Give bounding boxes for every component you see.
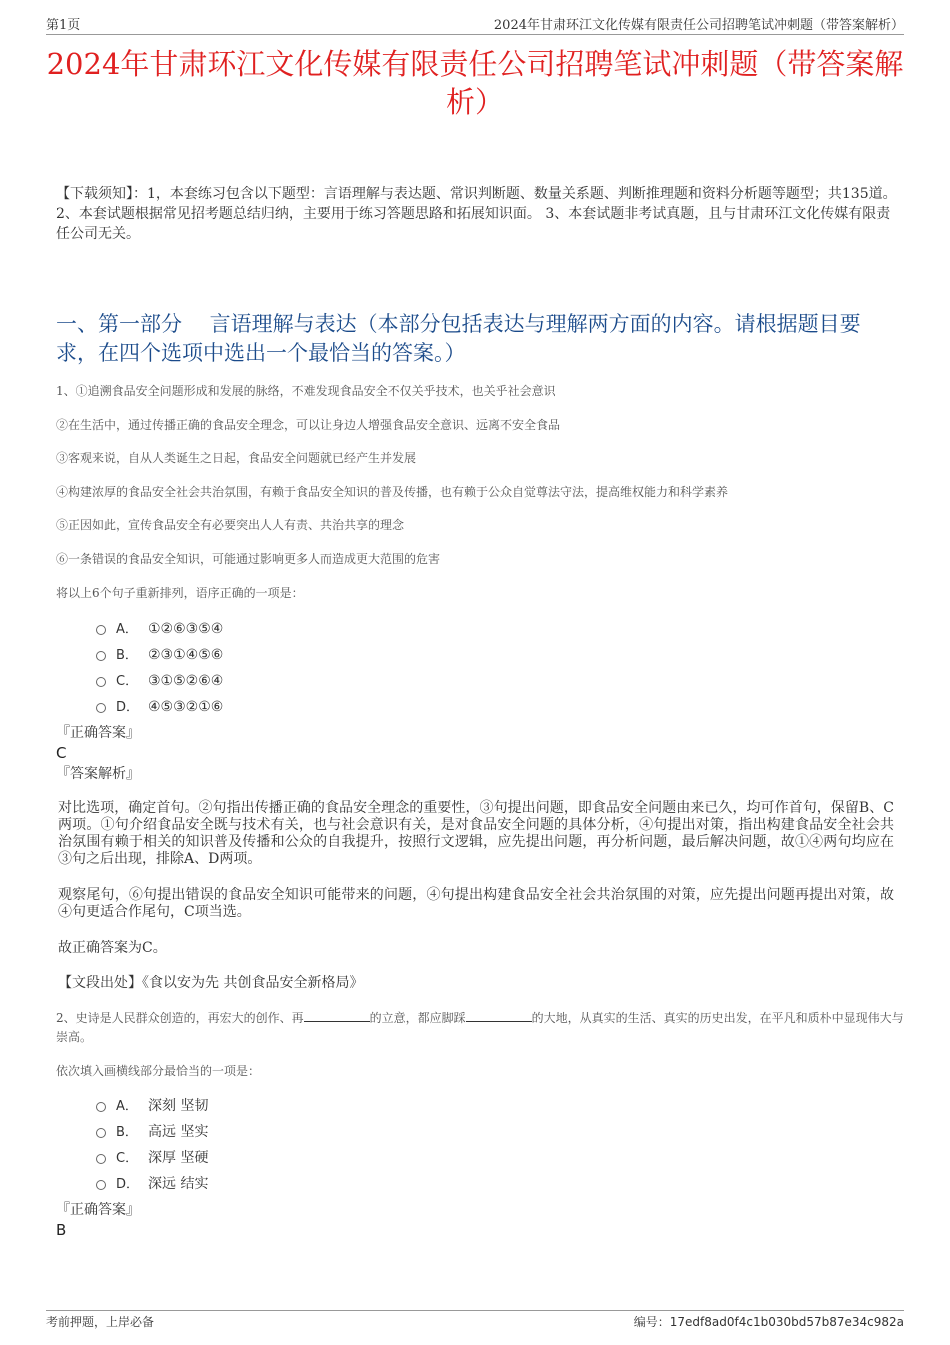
download-notice: 【下载须知】：1，本套练习包含以下题型：言语理解与表达题、常识判断题、数量关系题、判断推理题和资料分析题等题型；共135道。 2、本套试题根据常见招考题总结归纳，主要用于练习答题思路和拓展知识面。 3、本套试题非考试真题，且与甘肃环江文化传媒有限责任公司无关。: [56, 186, 897, 242]
q2-stem: 2、史诗是人民群众创造的，再宏大的创作、再 的立意，都应脚踩 的大地，从真实的生活、真实的历史出发，在平凡和质朴中显现伟大与崇高。: [56, 1011, 904, 1044]
q2-answer: B: [56, 1221, 67, 1239]
q1-prompt: 将以上6个句子重新排列，语序正确的一项是：: [56, 586, 304, 600]
q1-analysis-label: 『答案解析』: [56, 766, 140, 782]
radio-icon[interactable]: [96, 703, 106, 713]
q1-source: 【文段出处】《食以安为先 共创食品安全新格局》: [58, 975, 364, 991]
page-number: 第1页: [46, 18, 81, 33]
radio-icon[interactable]: [96, 625, 106, 635]
q1-line-5: ⑤正因如此，宣传食品安全有必要突出人人有责、共治共享的理念: [56, 518, 405, 532]
q1-answer-label: 『正确答案』: [56, 725, 140, 741]
page-header: [46, 14, 904, 34]
q2-prompt: 依次填入画横线部分最恰当的一项是：: [56, 1064, 261, 1078]
footer-divider: [46, 1310, 904, 1311]
q1-line-4: ④构建浓厚的食品安全社会共治氛围，有赖于食品安全知识的普及传播，也有赖于公众自觉尊法守法，提高维权能力和科学素养: [56, 485, 729, 499]
radio-icon[interactable]: [96, 677, 106, 687]
q1-analysis-para-3: 故正确答案为C。: [58, 940, 167, 956]
q1-option-b[interactable]: B． ②③①④⑤⑥: [96, 642, 223, 668]
q2-answer-label: 『正确答案』: [56, 1202, 140, 1218]
q1-line-1: 1、①追溯食品安全问题形成和发展的脉络，不难发现食品安全不仅关乎技术，也关乎社会意识: [56, 384, 556, 398]
q2-options: [96, 1093, 208, 1197]
q2-option-d[interactable]: D． 深远 结实: [96, 1171, 208, 1197]
radio-icon[interactable]: [96, 651, 106, 661]
q2-option-a[interactable]: A． 深刻 坚韧: [96, 1093, 208, 1119]
fill-blank-2: [466, 1010, 532, 1022]
q1-line-6: ⑥一条错误的食品安全知识，可能通过影响更多人而造成更大范围的危害: [56, 552, 441, 566]
footer-slogan: 考前押题，上岸必备: [46, 1315, 155, 1329]
radio-icon[interactable]: [96, 1180, 106, 1190]
q1-line-2: ②在生活中，通过传播正确的食品安全理念，可以让身边人增强食品安全意识、远离不安全食品: [56, 418, 561, 432]
q2-option-b[interactable]: B． 高远 坚实: [96, 1119, 208, 1145]
q1-analysis-para-1: 对比选项，确定首句。②句指出传播正确的食品安全理念的重要性，③句提出问题，即食品安全问题由来已久，均可作首句，保留B、C两项。①句介绍食品安全既与技术有关，也与社会意识有关，是对食品安全问题的具体分析，④句提出对策，指出构建食品安全社会共治氛围有赖于相关的知识普及传播和公众的自我提升，按照行文逻辑，应先提出问题，再分析问题，最后解决问题，故①④两句均应在③句之后出现，排除A、D两项。: [58, 800, 894, 867]
q1-option-c[interactable]: C． ③①⑤②⑥④: [96, 668, 223, 694]
q1-answer: C: [56, 744, 67, 762]
section-title: 一、第一部分 言语理解与表达（本部分包括表达与理解两方面的内容。请根据题目要求，在四个选项中选出一个最恰当的答案。）: [56, 312, 861, 365]
fill-blank-1: [304, 1010, 370, 1022]
radio-icon[interactable]: [96, 1102, 106, 1112]
header-doc-title: 2024年甘肃环江文化传媒有限责任公司招聘笔试冲刺题（带答案解析）: [493, 18, 904, 33]
q1-line-3: ③客观来说，自从人类诞生之日起，食品安全问题就已经产生并发展: [56, 451, 417, 465]
q1-analysis-para-2: 观察尾句，⑥句提出错误的食品安全知识可能带来的问题，④句提出构建食品安全社会共治氛围的对策，应先提出问题再提出对策，故④句更适合作尾句，C项当选。: [58, 887, 894, 920]
radio-icon[interactable]: [96, 1128, 106, 1138]
q2-option-c[interactable]: C． 深厚 坚硬: [96, 1145, 208, 1171]
radio-icon[interactable]: [96, 1154, 106, 1164]
page-title: 2024年甘肃环江文化传媒有限责任公司招聘笔试冲刺题（带答案解析）: [46, 47, 904, 119]
q1-options: [96, 616, 223, 720]
q1-option-a[interactable]: A． ①②⑥③⑤④: [96, 616, 223, 642]
header-divider: [46, 34, 904, 35]
document-code: 编号：17edf8ad0f4c1b030bd57b87e34c982a: [633, 1315, 904, 1329]
q1-option-d[interactable]: D． ④⑤③②①⑥: [96, 694, 223, 720]
